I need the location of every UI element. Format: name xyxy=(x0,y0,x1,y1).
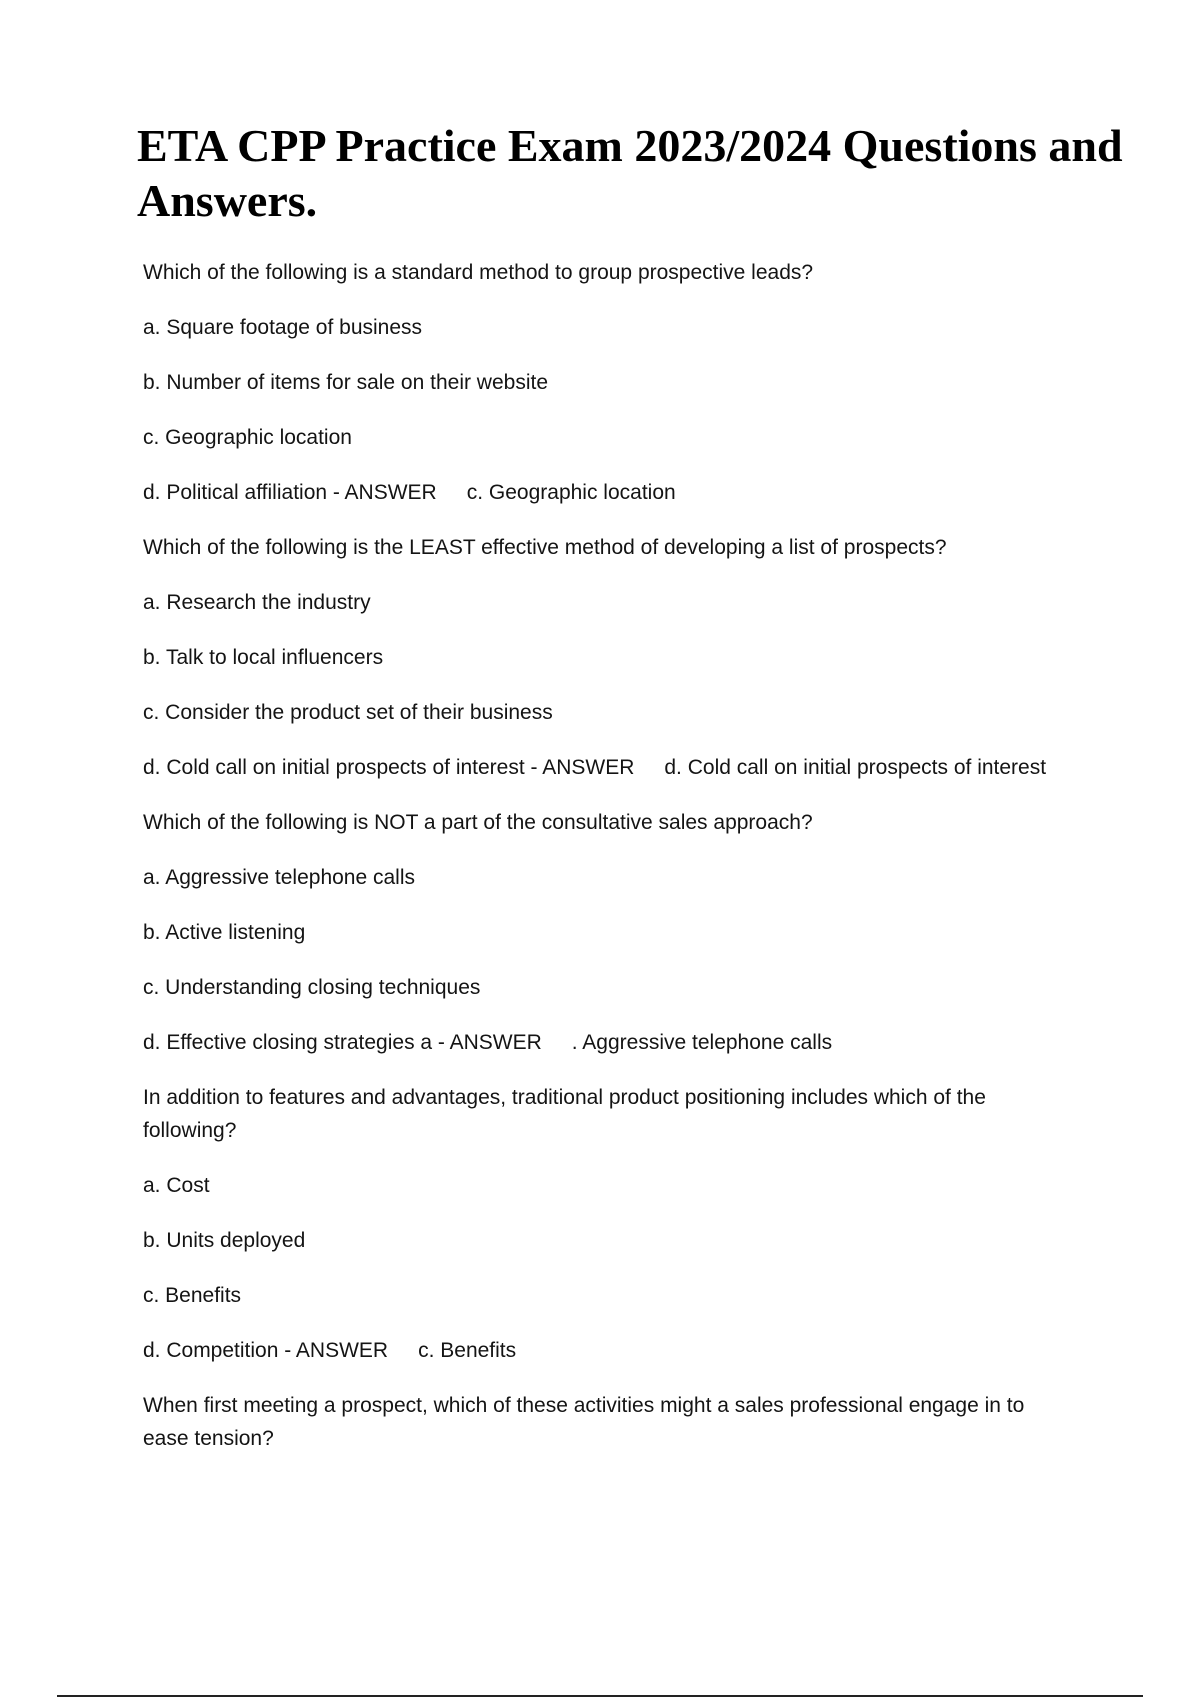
answer-option: b. Talk to local influencers xyxy=(143,646,384,669)
question-text: In addition to features and advantages, traditional product positioning includes which of the following? xyxy=(143,1086,986,1142)
document-title: ETA CPP Practice Exam 2023/2024 Questions and Answers. xyxy=(137,120,1123,226)
answer-line xyxy=(143,751,1063,784)
answer-option: b. Units deployed xyxy=(143,1229,306,1252)
answer-option: a. Cost xyxy=(143,1174,210,1197)
question-text: Which of the following is NOT a part of the consultative sales approach? xyxy=(143,811,813,834)
answer-option: b. Active listening xyxy=(143,921,306,944)
answer-option: d. Cold call on initial prospects of interest - ANSWER xyxy=(143,756,635,779)
answer-option: b. Number of items for sale on their website xyxy=(143,371,549,394)
question-text: Which of the following is the LEAST effective method of developing a list of prospects? xyxy=(143,536,947,559)
answer-option: c. Understanding closing techniques xyxy=(143,976,481,999)
answer-option: d. Competition - ANSWER xyxy=(143,1339,389,1362)
answer-option: a. Research the industry xyxy=(143,591,371,614)
question-text: Which of the following is a standard method to group prospective leads? xyxy=(143,261,814,284)
question-list xyxy=(143,256,1063,1477)
answer-option: d. Effective closing strategies a - ANSWER xyxy=(143,1031,542,1054)
answer-option: a. Square footage of business xyxy=(143,316,423,339)
correct-answer: . Aggressive telephone calls xyxy=(571,1031,833,1054)
question-text: When first meeting a prospect, which of these activities might a sales professional engage in to ease tension? xyxy=(143,1394,1025,1450)
answer-option: c. Benefits xyxy=(143,1284,242,1307)
answer-option: c. Geographic location xyxy=(143,426,352,449)
page-bottom-rule xyxy=(57,1695,1143,1697)
answer-option: c. Consider the product set of their business xyxy=(143,701,553,724)
correct-answer: c. Geographic location xyxy=(466,481,676,504)
correct-answer: d. Cold call on initial prospects of interest xyxy=(664,756,1047,779)
correct-answer: c. Benefits xyxy=(418,1339,517,1362)
answer-line xyxy=(143,1334,1063,1367)
answer-line xyxy=(143,476,1063,509)
answer-line xyxy=(143,1026,1063,1059)
answer-option: d. Political affiliation - ANSWER xyxy=(143,481,437,504)
answer-option: a. Aggressive telephone calls xyxy=(143,866,416,889)
